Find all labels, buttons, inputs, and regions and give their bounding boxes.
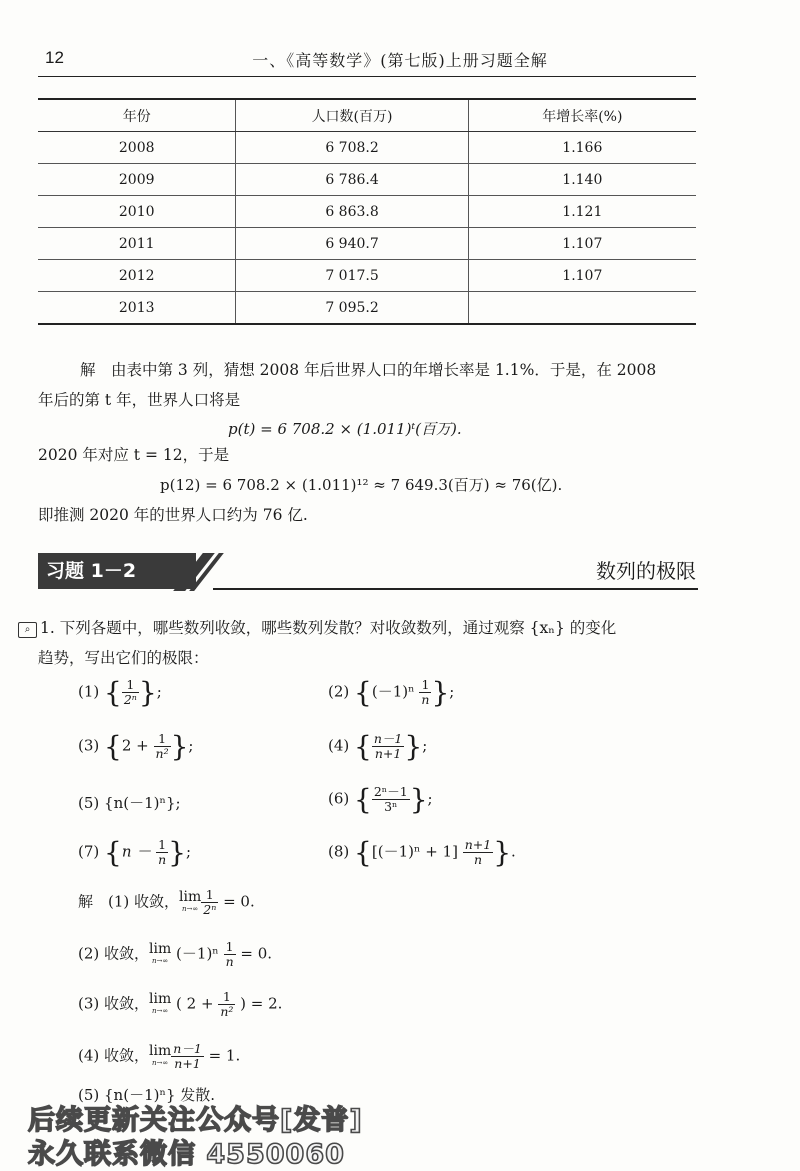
watermark-line-2: 永久联系微信 4550060	[28, 1139, 345, 1170]
limit: lim n→∞	[149, 940, 172, 965]
cell-year: 2009	[38, 164, 236, 196]
answer-2: (2) 收敛， lim n→∞ (－1)ⁿ $\frac{1}{n}$ = 0.	[78, 939, 273, 969]
header-rule	[38, 76, 696, 77]
answer-3: (3) 收敛， lim n→∞ ( 2 + $\frac{1}{\text{n²}}$ ) = 2.	[78, 989, 283, 1019]
fraction: $\frac{1}{\text{2ⁿ}}$	[123, 677, 137, 707]
section-tag: 习题 1－2	[38, 553, 196, 589]
limit: lim n→∞	[179, 888, 202, 913]
cell-growth-rate: 1.121	[468, 196, 696, 228]
item-label: (8)	[328, 842, 350, 861]
item-label: (7)	[78, 842, 100, 861]
cell-year: 2011	[38, 228, 236, 260]
table-row	[38, 132, 696, 164]
item-3: (3) {2 + $\frac{1}{\text{n²}}$ };	[78, 730, 194, 763]
cell-year: 2010	[38, 196, 236, 228]
item-1: (1) { $\frac{1}{\text{2ⁿ}}$ };	[78, 676, 162, 709]
equation-pt: p(t) = 6 708.2 × (1.011)ᵗ(百万).	[228, 420, 462, 438]
fraction: $\frac{n+1}{n}$	[464, 837, 492, 867]
solution-line-2: 年后的第 t 年，世界人口将是	[38, 391, 241, 409]
fraction: $\frac{1}{n}$	[225, 939, 234, 969]
item-2: (2) {(－1)ⁿ $\frac{1}{n}$ };	[328, 676, 455, 709]
item-label: (2)	[328, 682, 350, 701]
equation-p12: p(12) = 6 708.2 × (1.011)¹² ≈ 7 649.3(百万) ≈ 76(亿).	[160, 476, 563, 494]
item-label: (5)	[78, 794, 100, 812]
watermark-line-1: 后续更新关注公众号[发普]	[28, 1105, 363, 1136]
problem-line-2: 趋势，写出它们的极限：	[38, 649, 209, 667]
fraction: $\frac{n-1}{n+1}$	[373, 731, 403, 761]
cell-year: 2012	[38, 260, 236, 292]
item-7: (7) {n － $\frac{1}{n}$ };	[78, 836, 192, 869]
cell-population: 6 786.4	[236, 164, 468, 196]
cell-growth-rate: 1.107	[468, 228, 696, 260]
item-6: (6) { $\frac{\text{2ⁿ－1}}{\text{3ⁿ}}$ };	[328, 783, 433, 816]
table-row	[38, 196, 696, 228]
item-label: (4)	[328, 736, 350, 755]
limit: lim n→∞	[149, 990, 172, 1015]
answer-1: 解 (1) 收敛， lim n→∞ $\frac{1}{\text{2ⁿ}}$ = 0.	[78, 887, 255, 917]
table-row	[38, 228, 696, 260]
header-population: 人口数(百万)	[236, 99, 468, 132]
cell-growth-rate: 1.107	[468, 260, 696, 292]
section-title: 数列的极限	[596, 559, 696, 583]
cell-growth-rate: 1.166	[468, 132, 696, 164]
cell-year: 2013	[38, 292, 236, 325]
table-row	[38, 292, 696, 325]
limit: lim n→∞	[149, 1042, 172, 1067]
cell-year: 2008	[38, 132, 236, 164]
item-4: (4) { $\frac{n-1}{n+1}$ };	[328, 730, 428, 763]
cell-population: 6 708.2	[236, 132, 468, 164]
cell-population: 6 863.8	[236, 196, 468, 228]
item-label: (1)	[78, 682, 100, 701]
population-table	[38, 98, 696, 325]
solution-conclusion: 即推测 2020 年的世界人口约为 76 亿.	[38, 506, 308, 524]
item-label: (3)	[78, 736, 100, 755]
cell-population: 7 017.5	[236, 260, 468, 292]
answer-5: (5) {n(－1)ⁿ} 发散.	[78, 1086, 216, 1104]
header-year: 年份	[38, 99, 236, 132]
running-title: 一、《高等数学》(第七版)上册习题全解	[252, 51, 548, 70]
fraction: $\frac{1}{\text{n²}}$	[220, 989, 234, 1019]
cell-growth-rate: 1.140	[468, 164, 696, 196]
fraction: $\frac{\text{2ⁿ－1}}{\text{3ⁿ}}$	[373, 784, 408, 814]
fraction: $\frac{1}{\text{2ⁿ}}$	[203, 887, 217, 917]
section-banner	[38, 553, 698, 589]
cell-population: 7 095.2	[236, 292, 468, 325]
problem-line-1: 1. 下列各题中，哪些数列收敛，哪些数列发散？对收敛数列，通过观察 {xₙ} 的变化	[40, 619, 617, 637]
fraction: $\frac{1}{n}$	[421, 677, 430, 707]
table-row	[38, 164, 696, 196]
header-growth-rate: 年增长率(%)	[468, 99, 696, 132]
item-label: (6)	[328, 789, 350, 808]
page-number: 12	[45, 48, 64, 67]
banner-rule	[213, 588, 698, 590]
fraction: $\frac{1}{\text{n²}}$	[155, 731, 169, 761]
item-5: (5) {n(－1)ⁿ};	[78, 794, 181, 812]
item-8: (8) {[(－1)ⁿ + 1] $\frac{n+1}{n}$ }.	[328, 836, 516, 869]
cell-population: 6 940.7	[236, 228, 468, 260]
cell-growth-rate	[468, 292, 696, 325]
solution-line-3: 2020 年对应 t = 12，于是	[38, 446, 230, 464]
fraction: $\frac{n-1}{n+1}$	[173, 1041, 202, 1071]
solution-line-1: 解 由表中第 3 列，猜想 2008 年后世界人口的年增长率是 1.1%．于是，在 2008	[80, 361, 657, 379]
answer-4: (4) 收敛， lim n→∞ $\frac{n-1}{n+1}$ = 1.	[78, 1041, 241, 1071]
magnifier-icon: ⌕	[18, 622, 37, 638]
fraction: $\frac{1}{n}$	[158, 837, 167, 867]
table-row	[38, 260, 696, 292]
table-header-row	[38, 99, 696, 132]
